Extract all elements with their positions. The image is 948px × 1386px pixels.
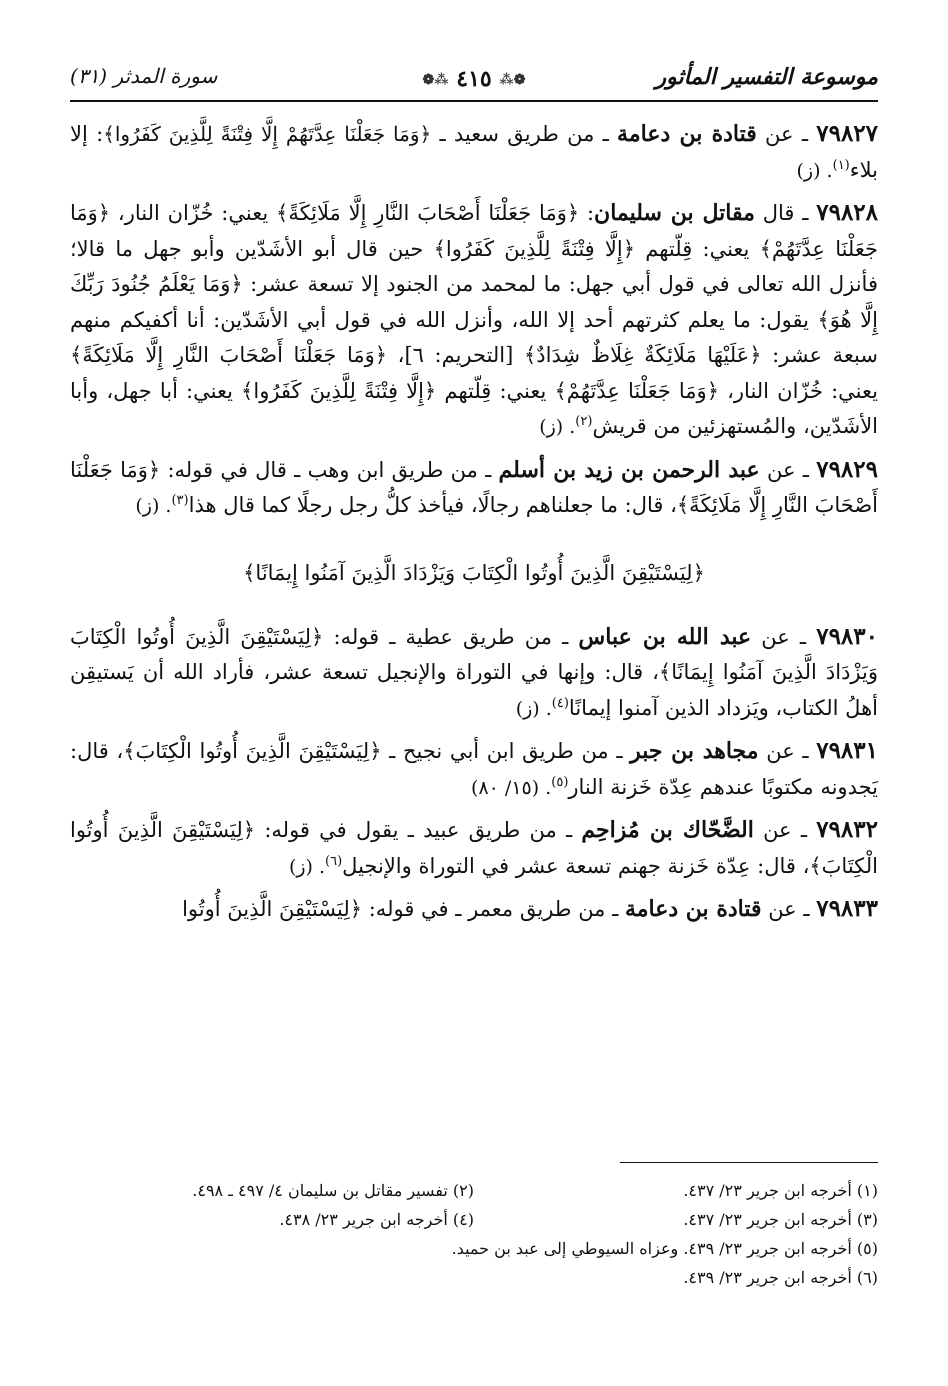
entry-79827 (70, 116, 878, 189)
entry-ref: . (ز) (135, 495, 172, 517)
entry-ref: . (ز) (539, 416, 576, 438)
footnote-row (70, 1205, 878, 1234)
entry-79833 (70, 891, 878, 928)
entry-text: ـ عن (761, 897, 817, 921)
footnote-ref[interactable]: (٥) (551, 774, 569, 790)
entries-list (70, 116, 878, 928)
entry-text: : ﴿وَمَا جَعَلْنَا أَصْحَابَ النَّارِ إِلَّا مَلَائِكَةً﴾ يعني: خُزّان النار، ﴿وَمَا جَعَلْنَا عِدَّتَهُمْ﴾ يعني: قِلّتهم ﴿إِلَّا فِتْنَةً لِلَّذِينَ كَفَرُوا﴾ حين قال أبو الأشَدّين وأبو جهل ما قالا؛ فأنزل الله تعالى في قول أبي جهل: ما لمحمد من الجنود إلا تسعة عشر: ﴿وَمَا يَعْلَمُ جُنُودَ رَبِّكَ إِلَّا هُوَ﴾ يقول: ما يعلم كثرتهم أحد إلا الله، وأنزل الله في قول أبي الأشَدّين: أنا أكفيكم منهم سبعة عشر: ﴿عَلَيْهَا مَلَائِكَةٌ غِلَاظٌ شِدَادٌ﴾ [التحريم: ٦]، ﴿وَمَا جَعَلْنَا أَصْحَابَ النَّارِ إِلَّا مَلَائِكَةً﴾ يعني: خُزّان النار، ﴿وَمَا جَعَلْنَا عِدَّتَهُمْ﴾ يعني: قِلّتهم ﴿إِلَّا فِتْنَةً لِلَّذِينَ كَفَرُوا﴾ يعني: أبا جهل، وأبا الأشَدّين، والمُستهزئين من قريش (70, 201, 878, 438)
verse-heading: ﴿لِيَسْتَيْقِنَ الَّذِينَ أُوتُوا الْكِتَابَ وَيَزْدَادَ الَّذِينَ آمَنُوا إِيمَانًا﴾ (243, 560, 705, 585)
narrator-name: الضَّحّاك بن مُزاحِم (581, 817, 754, 843)
footnote-ref[interactable]: (٢) (575, 414, 593, 429)
entry-ref: . (١٥/ ٨٠) (471, 776, 552, 799)
entry-text: ـ من طريق عبيد ـ يقول في قوله: ﴿لِيَسْتَيْقِنَ الَّذِينَ أُوتُوا الْكِتَابَ﴾، قال: عِدّة خَزنة جهنم تسعة عشر في التوراة والإنجيل (70, 818, 878, 878)
footnote-ref[interactable]: (٦) (325, 853, 343, 869)
entry-text: ـ قال (754, 201, 817, 225)
footnote-row (70, 1176, 878, 1205)
footnote-divider (620, 1162, 878, 1163)
narrator-name: مقاتل بن سليمان (594, 200, 755, 226)
entry-text: ـ من طريق ابن وهب ـ قال في قوله: ﴿وَمَا جَعَلْنَا أَصْحَابَ النَّارِ إِلَّا مَلَائِكَةً﴾، قال: ما جعلناهم رجالًا، فيأخذ كلُّ رجل رجلًا كما قال هذا (70, 457, 878, 517)
page-number-wrap (423, 66, 526, 92)
entry-text: ـ من طريق عطية ـ قوله: ﴿لِيَسْتَيْقِنَ الَّذِينَ أُوتُوا الْكِتَابَ وَيَزْدَادَ الَّذِينَ آمَنُوا إِيمَانًا﴾، قال: وإنها في التوراة والإنجيل تسعة عشر، فأراد الله أن يَستيقِن أهلُ الكتاب، ويَزداد الذين آمنوا إيمانًا (70, 624, 878, 720)
entry-ref: . (ز) (515, 697, 552, 720)
entry-ref: . (ز) (796, 159, 833, 182)
narrator-name: عبد الرحمن بن زيد بن أسلم (498, 456, 760, 483)
ornament-right-icon: ❁⁂ (499, 72, 526, 88)
quran-quote: ﴿وَمَا جَعَلْنَا عِدَّتَهُمْ إِلَّا فِتْنَةً لِلَّذِينَ كَفَرُوا﴾ (103, 122, 432, 146)
entry-text: : إلا بلاء (70, 122, 878, 182)
page-header (70, 60, 878, 102)
footnote-row (70, 1263, 878, 1292)
footnote-1: (١) أخرجه ابن جرير ٢٣/ ٤٣٧. (683, 1181, 878, 1200)
entry-text: ـ عن (751, 624, 817, 649)
narrator-name: عبد الله بن عباس (578, 623, 752, 650)
entry-79832 (70, 812, 878, 885)
entry-number: ٧٩٨٢٧ (816, 120, 879, 147)
surah-name: سورة المدثر (٣١) (70, 64, 218, 88)
entry-text: ـ عن (753, 818, 817, 842)
footnotes (70, 1176, 878, 1292)
footnote-ref[interactable]: (٤) (551, 695, 569, 711)
entry-text: ـ عن (756, 122, 817, 146)
footnote-ref[interactable]: (١) (832, 157, 850, 173)
narrator-name: مجاهد بن جبر (630, 738, 759, 764)
entry-number: ٧٩٨٣٠ (816, 622, 878, 650)
footnote-4: (٤) أخرجه ابن جرير ٢٣/ ٤٣٨. (279, 1210, 474, 1229)
ornament-left-icon: ⁂❁ (422, 72, 449, 88)
footnote-2: (٢) تفسير مقاتل بن سليمان ٤/ ٤٩٧ ـ ٤٩٨. (192, 1181, 474, 1200)
entry-number: ٧٩٨٣١ (816, 737, 878, 764)
entry-79830 (70, 619, 878, 728)
footnote-3: (٣) أخرجه ابن جرير ٢٣/ ٤٣٧. (683, 1210, 878, 1229)
narrator-name: قتادة بن دعامة (624, 896, 762, 922)
page-number: ٤١٥ (456, 66, 492, 92)
entry-text: ـ من طريق ابن أبي نجيح ـ ﴿لِيَسْتَيْقِنَ الَّذِينَ أُوتُوا الْكِتَابَ﴾، قال: يَجدونه مكتوبًا عندهم عِدّة خَزنة النار (70, 739, 878, 799)
entry-number: ٧٩٨٢٨ (816, 199, 879, 226)
entry-text: ـ عن (758, 739, 817, 763)
entry-text: ـ عن (759, 457, 817, 482)
entry-79829 (70, 452, 878, 525)
entry-79831 (70, 733, 878, 806)
entry-number: ٧٩٨٢٩ (816, 455, 878, 483)
entry-79828 (70, 195, 878, 446)
footnote-6: (٦) أخرجه ابن جرير ٢٣/ ٤٣٩. (683, 1268, 878, 1287)
narrator-name: قتادة بن دعامة (617, 121, 757, 147)
book-page (70, 60, 878, 1360)
entry-ref: . (ز) (288, 855, 326, 878)
entry-number: ٧٩٨٣٢ (816, 816, 878, 843)
entry-number: ٧٩٨٣٣ (816, 895, 878, 922)
entry-text: ـ من طريق سعيد ـ (431, 122, 618, 146)
footnote-5: (٥) أخرجه ابن جرير ٢٣/ ٤٣٩. وعزاه السيوطي إلى عبد بن حميد. (451, 1239, 878, 1258)
footnote-ref[interactable]: (٣) (171, 493, 189, 508)
book-title: موسوعة التفسير المأثور (655, 64, 878, 90)
footnote-row (70, 1234, 878, 1263)
entry-text: ـ من طريق معمر ـ في قوله: ﴿لِيَسْتَيْقِنَ الَّذِينَ أُوتُوا (182, 897, 625, 921)
